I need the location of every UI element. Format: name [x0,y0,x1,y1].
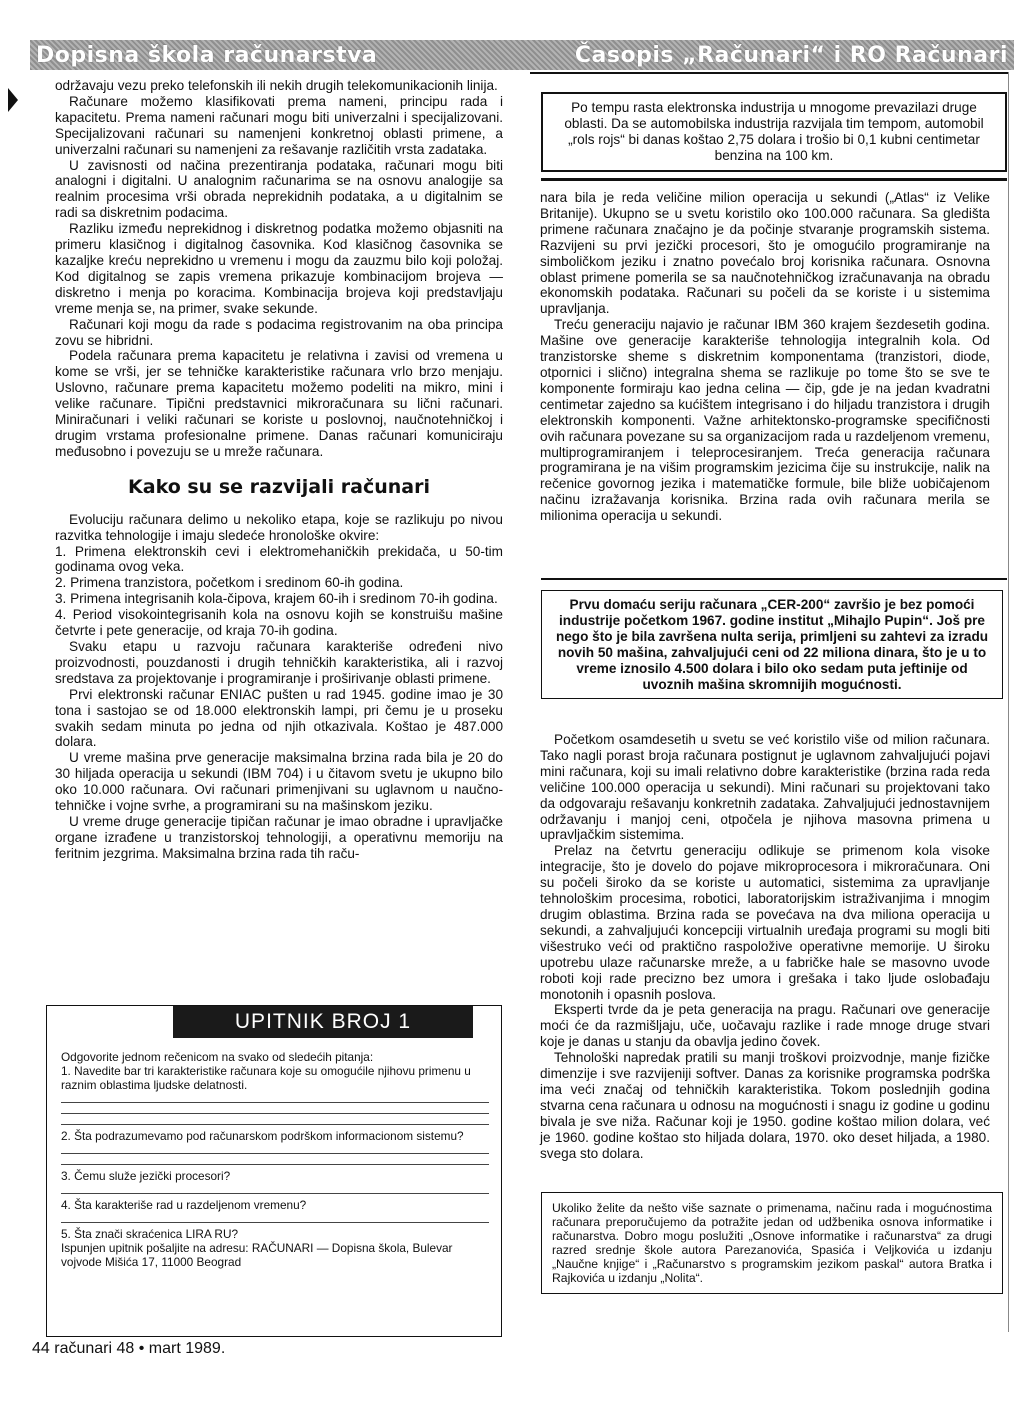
paragraph: U zavisnosti od načina prezentiranja podataka, računari mogu biti analogni i digitalni. U analognim računarima se na osnovu analogije sa realnim procesima vrši obrada neprekidnih podataka, a u digitalnim se radi sa diskretnim podacima. [55,157,503,221]
answer-line[interactable] [61,1102,489,1103]
paragraph: Evoluciju računara delimo u nekoliko etapa, koje se razlikuju po nivou razvitka tehnologije i imaju sledeće hronološke okvire: [55,511,503,543]
fact-box-cer200 [541,590,1003,699]
answer-line[interactable] [61,1113,489,1114]
paragraph: Tehnološki napredak pratili su manji troškovi proizvodnje, manje fizičke dimenzije i sve razvijeniji softver. Danas za korisnike programska podrška ima veći značaj od tehničkih karakteristika. Tokom poslednjih godina stvarna cena računara u odnosu na mogućnosti i snagu iz godine u godinu bivala je sve niža. Računar koji je 1950. godine koštao milion dolara, već je 1960. godine koštao sto hiljada dolara, 1970. oko deset hiljada, a 1980. svega sto dolara. [540,1050,990,1161]
arrow-marker-icon [8,88,18,112]
paragraph: Početkom osamdesetih u svetu se već koristilo više od milion računara. Tako nagli porast broja računara postignut je uglavnom zahvaljujući pojavi mini računara, koji su imali relativno dobre karakteristike (brzina rada reda veličine 100.000 operacija u sekundi). Mini računari su projektovani tako da odgovaraju rešavanju konkretnih zadataka. Zahvaljujući jednostavnijem održavanju i manjoj ceni, otpočela je njihova masovna primena u upravljačkim sistemima. [540,732,990,843]
list-item: 2. Primena tranzistora, početkom i sredinom 60-ih godina. [55,575,404,591]
right-column-bottom [540,732,990,1161]
column-rule [1008,72,1009,1332]
paragraph: Prelaz na četvrtu generaciju odlikuje se primenom kola visoke integracije, što je dovelo do pojave mikroprocesora i mikroračunara. Oni su počeli široko da se koriste u automatici, sistemima za upravljanje tehnološkim procesima, robotici, laboratorijskim istraživanjima i mnogim drugim oblastima. Brzina rada se povećava na dva miliona operacija u sekundi, a zahvaljujući koncepciji virtualnih uređaja programi su mogli biti višestruko veći od praktično raspoložive operativne memorije. U široku upotrebu ulaze računarske mreže, a u fabričke hale se masovno uvode roboti koji rade precizno bez umora i grešaka i tako ljude oslobađaju monotonih i opasnih poslova. [540,843,990,1002]
answer-line[interactable] [61,1153,489,1154]
answer-line[interactable] [61,1222,489,1223]
paragraph: Podela računara prema kapacitetu je relativna i zavisi od vremena u kome se vrši, jer se tehničke karakteristike računara vrlo brzo menjaju. Uslovno, računare prema kapacitetu možemo podeliti na mikro, mini i velike računare. Tipični predstavnici mikroračunara su lični računari. Miniračunari i veliki računari se koriste u poslovnoj, naučnotehničkoj i drugim vrstama profesionalne primene. Danas računari komuniciraju međusobno i povezuju se u mreže računara. [55,348,503,459]
recommendation-text: Ukoliko želite da nešto više saznate o primenama, načinu rada i mogućnostima računara preporučujemo da potražite jedan od udžbenika osnova informatike i računarstva. Dobro mogu poslužiti „Osnove informatike i računarstva“ za drugi razred srednje škole autora Parezanovića, Spasića i Veljkovića u izdanju „Naučne knjige“ i „Računarstvo s programskim jezikom paskal“ autora Bratka i Rajkovića u izdanju „Nolita“. [552,1201,992,1285]
quiz-address: Ispunjen upitnik pošaljite na adresu: RAČUNARI — Dopisna škola, Bulevar vojvode Mišića 17, 11000 Beograd [61,1241,453,1269]
top-rule [530,72,1008,74]
answer-line[interactable] [61,1193,489,1194]
recommendation-box [541,1192,1003,1294]
paragraph: Prvi elektronski računar ENIAC pušten u rad 1945. godine imao je 30 tona i sastojao se od 18.000 elektronskih lampi, pri čemu je u proseku svakih sedam minuta po jedna od njih otkazivala. Koštao je 487.000 dolara. [55,686,503,750]
series-title: Dopisna škola računarstva [36,43,378,68]
paragraph: Razliku između neprekidnog i diskretnog podatka možemo objasniti na primeru klasičnog i digitalnog časovnika. Kod klasičnog časovnika se kazaljke kreću neprekidno u vremenu i mogu da zauzmu bilo koji položaj. Kod digitalnog se zapis vremena prikazuje kombinacijom brojeva — diskretno i menja po koracima. Kombinacija brojeva koji predstavljaju vreme menja se, na primer, svake sekunde. [55,221,503,316]
fact-box-text: Po tempu rasta elektronska industrija u mnogome prevazilazi druge oblasti. Da se automobilska industrija razvijala tim tempom, automobil „rols rojs“ bi danas koštao 2,75 dolara i trošio bi 0,1 kubni centimetar benzina na 100 km. [564,100,984,163]
page-footer: 44 računari 48 • mart 1989. [32,1340,226,1357]
quiz-question: 3. Čemu služe jezički procesori? [61,1169,231,1183]
box-rule [541,578,1007,580]
paragraph: Računare možemo klasifikovati prema nameni, principu rada i kapacitetu. Prema nameni računari mogu biti univerzalni i specijalizovani. Specijalizovani računari su namenjeni konkretnoj oblasti primene, a univerzalni računari su namenjeni za rešavanje različitih vrsta zadataka. [55,93,503,157]
fact-box-text: Prvu domaću seriju računara „CER-200“ završio je bez pomoći industrije početkom 1967. godine institut „Mihajlo Pupin“. Još pre nego što je bila završena nulta serija, primljeni su zahtevi za izradu novih 50 mašina, zahvaljujući ceni od 22 miliona dinara, što je u to vreme iznosilo 4.500 dolara i bilo oko sedam puta jeftinije od uvoznih mašina skromnijih mogućnosti. [555,597,989,692]
box-rule [541,178,1007,181]
list-item: 4. Period visokointegrisanih kola na osnovu kojih se konstruišu mašine četvrte i pete generacije, od kraja 70-ih godina. [55,607,503,639]
quiz-question: 5. Šta znači skraćenica LIRA RU? [61,1227,239,1241]
quiz-question: 4. Šta karakteriše rad u razdeljenom vremenu? [61,1198,307,1212]
section-heading: Kako su se razvijali računari [128,475,430,498]
paragraph: Svaku etapu u razvoju računara karakteriše određeni nivo proizvodnosti, pouzdanosti i drugih tehničkih karakteristika, ali i razvoj sredstava za projektovanje i programiranje i proširivanje oblasti primene. [55,639,503,686]
fact-box-automobile [541,92,1007,172]
paragraph: U vreme mašina prve generacije maksimalna brzina rada bila je 20 do 30 hiljada operacija u sekundi (IBM 704) i u čitavom svetu je ukupno bilo oko 10.000 računara. Ovi računari primenjivani su uglavnom u naučno-tehničke i vojne svrhe, a programirani su na mašinskom jeziku. [55,750,503,814]
paragraph: održavaju vezu preko telefonskih ili nekih drugih telekomunikacionih linija. [55,78,498,93]
answer-line[interactable] [61,1164,489,1165]
answer-line[interactable] [61,1124,489,1125]
paragraph: Računari koji mogu da rade s podacima registrovanim na oba principa zovu se hibridni. [55,316,503,348]
paragraph: Treću generaciju najavio je računar IBM 360 krajem šezdesetih godina. Mašine ove generacije karakteriše tehnologija integralnih kola. Od tranzistorske sheme s diskretnim komponentama (tranzistori, diode, otpornici i slično) integralna shema se razlikuje po tome što se sve te komponente formiraju kao jedna celina — čip, gde je na jedan kvadratni centimetar zajedno sa kućištem integrisano i do hiljadu tranzistora i drugih elektronskih komponenti. Važne arhitektonsko-programske specifičnosti ovih računara povezane su sa organizacijom rada u razdeljenom vremenu, multiprogramiranjem i teleprocesiranjem. Treća generacija računara programirana je na višim programskim jezicima čije su instrukcije, nalik na rečenice govornog jezika i matematičke formule, bile bliže uobičajenom načinu izražavanja korisnika. Brzina rada ovih računara merila se milionima operacija u sekundi. [540,317,990,524]
quiz-question: 2. Šta podrazumevamo pod računarskom podrškom informacionom sistemu? [61,1129,464,1143]
paragraph: nara bila je reda veličine milion operacija u sekundi („Atlas“ iz Velike Britanije). Ukupno se u svetu koristilo oko 100.000 računara. Sa gledišta primene računara značajno je da počinje stvaranje programskih sistema. Razvijeni su prvi jezički procesori, što je omogućilo programiranje na simboličkom jeziku i znatno povećalo broj korisnika računara. Osnovna oblast primene pomerila se sa naučnotehničkog izračunavanja na obradu ekonomskih podataka. Računari su počeli da se koriste i u sistemima upravljanja. [540,190,990,317]
right-column-top [540,190,990,524]
quiz-instruction: Odgovorite jednom rečenicom na svako od sledećih pitanja: [61,1050,374,1064]
quiz-title: UPITNIK BROJ 1 [173,1006,473,1038]
list-item: 3. Primena integrisanih kola-čipova, krajem 60-ih i sredinom 70-ih godina. [55,591,498,607]
list-item: 1. Primena elektronskih cevi i elektromehaničkih prekidača, u 50-tim godinama ovog veka. [55,543,503,575]
left-column [55,78,503,862]
header-band [30,40,1014,70]
magazine-title: Časopis „Računari“ i RO Računari [574,43,1008,68]
quiz-body [61,1050,489,1269]
paragraph: Eksperti tvrde da je peta generacija na pragu. Računari ove generacije moći će da razmišljaju, uče, uočavaju razlike i rade mnoge druge stvari koje je danas u stanju da obavlja jedino čovek. [540,1002,990,1050]
quiz-question: 1. Navedite bar tri karakteristike računara koje su omogućile njihovu primenu u raznim oblastima ljudske delatnosti. [61,1064,471,1092]
quiz-box [46,1005,502,1337]
paragraph: U vreme druge generacije tipičan računar je imao obradne i upravljačke organe izrađene u tranzistorskoj tehnologiji, a operativnu memoriju na feritnim jezgrima. Maksimalna brzina rada tih raču- [55,813,503,861]
